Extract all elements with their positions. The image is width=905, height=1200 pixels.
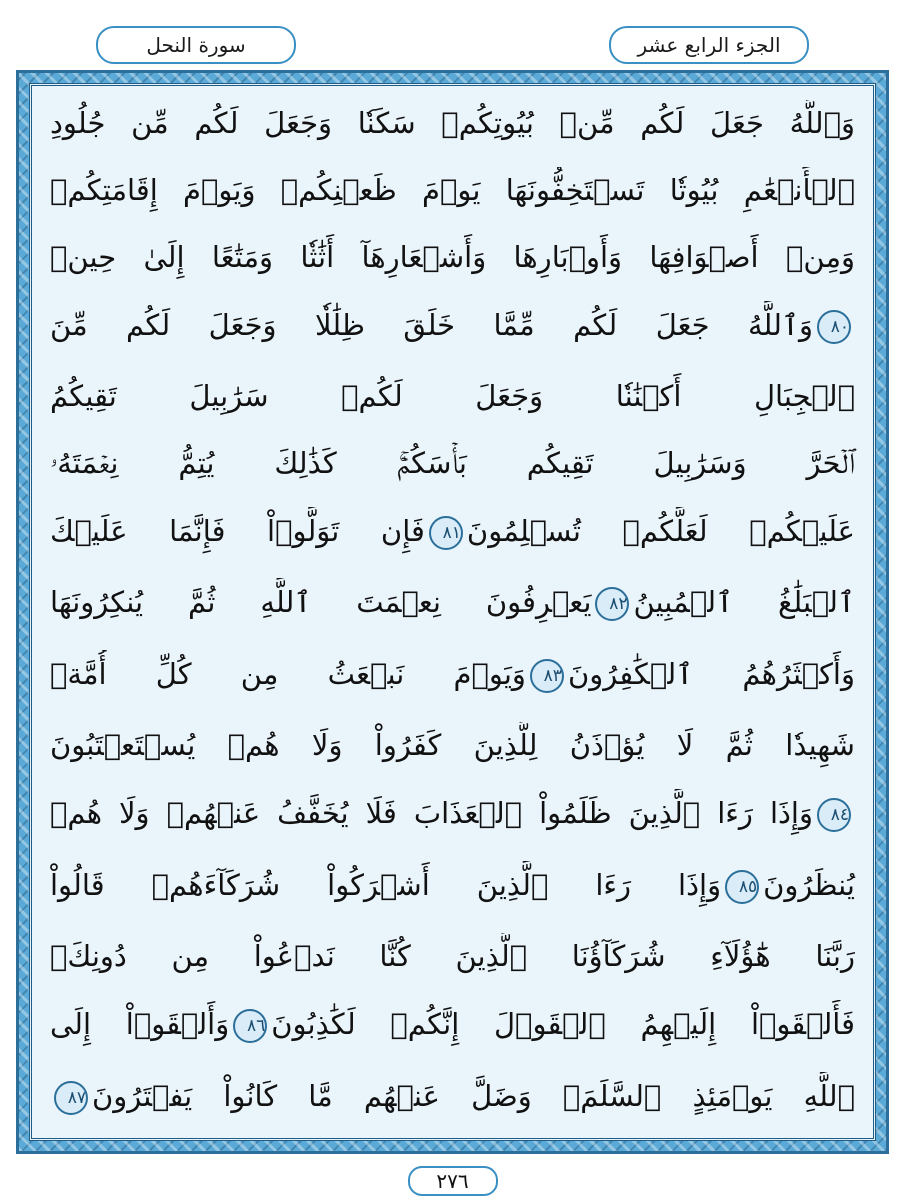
line-text: وَٱللَّهُ جَعَلَ لَكُم مِّمَّا خَلَقَ ظِلَٰلٗا وَجَعَلَ لَكُم مِّنَ	[50, 307, 813, 342]
text-line-14	[44, 1000, 861, 1052]
line-text: وَأَلۡقَوۡاْ إِلَى	[50, 1006, 230, 1041]
line-text: وَإِذَا رَءَا ٱلَّذِينَ أَشۡرَكُواْ شُرَكَآءَهُمۡ قَالُواْ	[50, 868, 722, 903]
ayah-number-marker: ٨٣	[530, 659, 564, 693]
text-line-2	[44, 167, 861, 214]
text-line-15	[44, 1072, 861, 1124]
ayah-number-marker: ٨٤	[817, 798, 851, 832]
ayah-number-marker: ٨٧	[54, 1081, 88, 1115]
text-line-4	[44, 301, 861, 353]
line-text: ٱلۡأَنۡعَٰمِ بُيُوتٗا تَسۡتَخِفُّونَهَا يَوۡمَ ظَعۡنِكُمۡ وَيَوۡمَ إِقَامَتِكُمۡ	[50, 172, 855, 207]
line-text: وَإِذَا رَءَا ٱلَّذِينَ ظَلَمُواْ ٱلۡعَذَابَ فَلَا يُخَفَّفُ عَنۡهُمۡ وَلَا هُمۡ	[50, 796, 813, 831]
line-text: ٱلۡحَرَّ وَسَرَٰبِيلَ تَقِيكُم بَأۡسَكُمۡۚ كَذَٰلِكَ يُتِمُّ نِعۡمَتَهُۥ	[50, 445, 855, 480]
line-text: شَهِيدٗا ثُمَّ لَا يُؤۡذَنُ لِلَّذِينَ كَفَرُواْ وَلَا هُمۡ يُسۡتَعۡتَبُونَ	[50, 728, 855, 763]
line-text: وَيَوۡمَ نَبۡعَثُ مِن كُلِّ أُمَّةٖ	[50, 657, 526, 692]
line-text: رَبَّنَا هَٰٓؤُلَآءِ شُرَكَآؤُنَا ٱلَّذِينَ كُنَّا نَدۡعُواْ مِن دُونِكَۖ	[50, 939, 855, 974]
line-text: فَإِن تَوَلَّوۡاْ فَإِنَّمَا عَلَيۡكَ	[50, 513, 425, 548]
page-header	[96, 14, 809, 64]
line-text: فَأَلۡقَوۡاْ إِلَيۡهِمُ ٱلۡقَوۡلَ إِنَّكُمۡ لَكَٰذِبُونَ	[271, 1006, 856, 1041]
verse-lines	[44, 100, 861, 1124]
line-text: عَلَيۡكُمۡ لَعَلَّكُمۡ تُسۡلِمُونَ	[466, 513, 855, 548]
ayah-number-marker: ٨١	[429, 516, 463, 550]
page-number: ٢٧٦	[408, 1166, 498, 1196]
text-line-12	[44, 861, 861, 913]
text-line-8	[44, 578, 861, 630]
ayah-number-marker: ٨٢	[595, 587, 629, 621]
line-text: وَمِنۡ أَصۡوَافِهَا وَأَوۡبَارِهَا وَأَشۡعَارِهَآ أَثَٰثٗا وَمَتَٰعًا إِلَىٰ حِينٖ	[50, 239, 855, 274]
line-text: يُنظَرُونَ	[763, 868, 855, 903]
line-text: ٱلۡبَلَٰغُ ٱلۡمُبِينُ	[633, 585, 856, 620]
text-line-3	[44, 234, 861, 281]
line-text: وَٱللَّهُ جَعَلَ لَكُم مِّنۢ بُيُوتِكُمۡ سَكَنٗا وَجَعَلَ لَكُم مِّن جُلُودِ	[50, 106, 855, 140]
line-text: يَعۡرِفُونَ نِعۡمَتَ ٱللَّهِ ثُمَّ يُنكِرُونَهَا	[50, 585, 592, 620]
text-line-11	[44, 789, 861, 841]
ayah-number-marker: ٨٥	[725, 870, 759, 904]
ayah-number-marker: ٨٠	[817, 310, 851, 344]
juz-name-label: الجزء الرابع عشر	[609, 26, 809, 64]
line-text: ٱلۡجِبَالِ أَكۡنَٰنٗا وَجَعَلَ لَكُمۡ سَرَٰبِيلَ تَقِيكُمُ	[50, 378, 855, 413]
text-line-13	[44, 933, 861, 980]
page-footer	[0, 1166, 905, 1196]
line-text: وَأَكۡثَرُهُمُ ٱلۡكَٰفِرُونَ	[567, 657, 855, 692]
surah-name-label: سورة النحل	[96, 26, 296, 64]
ornamental-border	[16, 70, 889, 1154]
text-line-7	[44, 507, 861, 559]
text-line-6	[44, 440, 861, 487]
text-line-10	[44, 722, 861, 769]
line-text: ٱللَّهِ يَوۡمَئِذٍ ٱلسَّلَمَۖ وَضَلَّ عَنۡهُم مَّا كَانُواْ يَفۡتَرُونَ	[92, 1078, 855, 1113]
text-line-9	[44, 650, 861, 702]
text-line-5	[44, 373, 861, 420]
ayah-number-marker: ٨٦	[233, 1009, 267, 1043]
text-line-1	[44, 100, 861, 147]
text-area	[29, 83, 876, 1141]
